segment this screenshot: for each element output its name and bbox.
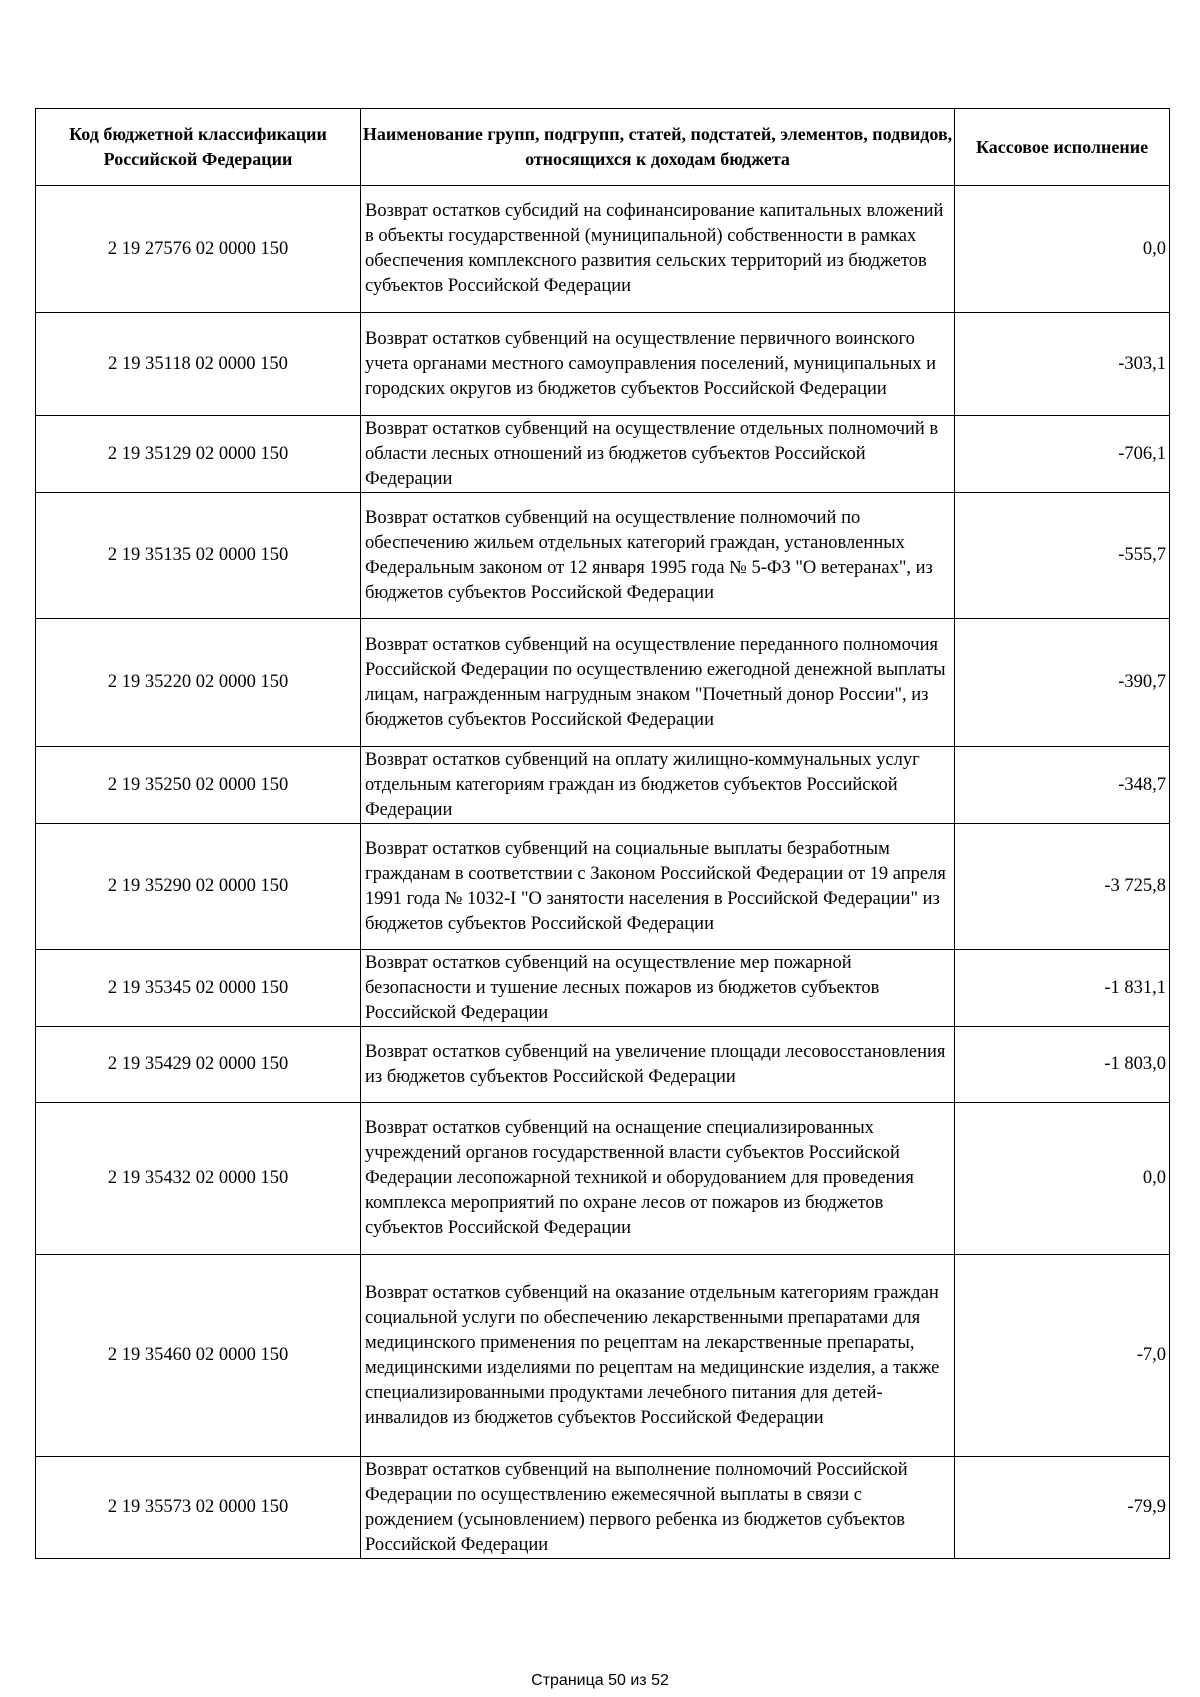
row-code: 2 19 27576 02 0000 150 <box>36 186 361 313</box>
row-name: Возврат остатков субвенций на оснащение специализированных учреждений органов государственной власти субъектов Российской Федерации лесопожарной техникой и оборудованием для проведения комплекса мероприятий по охране лесов от пожаров из бюджетов субъектов Российской Федерации <box>361 1103 955 1255</box>
page-number: Страница 50 из 52 <box>531 1672 669 1689</box>
row-amount: -348,7 <box>955 747 1170 824</box>
header-code: Код бюджетной классификации Российской Федерации <box>36 109 361 186</box>
row-name: Возврат остатков субвенций на социальные выплаты безработным гражданам в соответствии с Законом Российской Федерации от 19 апреля 1991 года № 1032-I "О занятости населения в Российской Федерации" из бюджетов субъектов Российской Федерации <box>361 824 955 950</box>
row-code: 2 19 35432 02 0000 150 <box>36 1103 361 1255</box>
row-amount: -1 803,0 <box>955 1027 1170 1103</box>
row-code: 2 19 35573 02 0000 150 <box>36 1457 361 1559</box>
table-row <box>36 747 1170 824</box>
table-header-row <box>36 109 1170 186</box>
row-amount: -303,1 <box>955 313 1170 416</box>
row-name: Возврат остатков субвенций на осуществление переданного полномочия Российской Федерации по осуществлению ежегодной денежной выплаты лицам, награжденным нагрудным знаком "Почетный донор России", из бюджетов субъектов Российской Федерации <box>361 619 955 747</box>
row-code: 2 19 35345 02 0000 150 <box>36 950 361 1027</box>
row-name: Возврат остатков субвенций на осуществление отдельных полномочий в области лесных отношений из бюджетов субъектов Российской Федерации <box>361 416 955 493</box>
header-name: Наименование групп, подгрупп, статей, подстатей, элементов, подвидов, относящихся к доходам бюджета <box>361 109 955 186</box>
header-amount: Кассовое исполнение <box>955 109 1170 186</box>
table-row <box>36 186 1170 313</box>
row-code: 2 19 35129 02 0000 150 <box>36 416 361 493</box>
revenue-table <box>35 108 1170 1559</box>
row-name: Возврат остатков субсидий на софинансирование капитальных вложений в объекты государственной (муниципальной) собственности в рамках обеспечения комплексного развития сельских территорий из бюджетов субъектов Российской Федерации <box>361 186 955 313</box>
row-amount: 0,0 <box>955 186 1170 313</box>
row-amount: -3 725,8 <box>955 824 1170 950</box>
row-name: Возврат остатков субвенций на увеличение площади лесовосстановления из бюджетов субъектов Российской Федерации <box>361 1027 955 1103</box>
row-amount: -706,1 <box>955 416 1170 493</box>
table-row <box>36 416 1170 493</box>
row-code: 2 19 35220 02 0000 150 <box>36 619 361 747</box>
row-amount: -555,7 <box>955 493 1170 619</box>
row-name: Возврат остатков субвенций на осуществление первичного воинского учета органами местного самоуправления поселений, муниципальных и городских округов из бюджетов субъектов Российской Федерации <box>361 313 955 416</box>
row-code: 2 19 35460 02 0000 150 <box>36 1255 361 1457</box>
table-row <box>36 1027 1170 1103</box>
row-code: 2 19 35118 02 0000 150 <box>36 313 361 416</box>
row-amount: 0,0 <box>955 1103 1170 1255</box>
row-code: 2 19 35429 02 0000 150 <box>36 1027 361 1103</box>
row-code: 2 19 35290 02 0000 150 <box>36 824 361 950</box>
row-code: 2 19 35250 02 0000 150 <box>36 747 361 824</box>
row-amount: -79,9 <box>955 1457 1170 1559</box>
table-row <box>36 1103 1170 1255</box>
row-name: Возврат остатков субвенций на оплату жилищно-коммунальных услуг отдельным категориям граждан из бюджетов субъектов Российской Федерации <box>361 747 955 824</box>
table-row <box>36 493 1170 619</box>
table-row <box>36 619 1170 747</box>
table-row <box>36 1457 1170 1559</box>
table-row <box>36 950 1170 1027</box>
row-name: Возврат остатков субвенций на выполнение полномочий Российской Федерации по осуществлению ежемесячной выплаты в связи с рождением (усыновлением) первого ребенка из бюджетов субъектов Российской Федерации <box>361 1457 955 1559</box>
row-name: Возврат остатков субвенций на осуществление мер пожарной безопасности и тушение лесных пожаров из бюджетов субъектов Российской Федерации <box>361 950 955 1027</box>
row-name: Возврат остатков субвенций на оказание отдельным категориям граждан социальной услуги по обеспечению лекарственными препаратами для медицинского применения по рецептам на лекарственные препараты, медицинскими изделиями по рецептам на медицинские изделия, а также специализированными продуктами лечебного питания для детей-инвалидов из бюджетов субъектов Российской Федерации <box>361 1255 955 1457</box>
row-amount: -7,0 <box>955 1255 1170 1457</box>
table-row <box>36 1255 1170 1457</box>
row-name: Возврат остатков субвенций на осуществление полномочий по обеспечению жильем отдельных категорий граждан, установленных Федеральным законом от 12 января 1995 года № 5-ФЗ "О ветеранах", из бюджетов субъектов Российской Федерации <box>361 493 955 619</box>
row-amount: -1 831,1 <box>955 950 1170 1027</box>
row-amount: -390,7 <box>955 619 1170 747</box>
row-code: 2 19 35135 02 0000 150 <box>36 493 361 619</box>
table-row <box>36 824 1170 950</box>
table-row <box>36 313 1170 416</box>
